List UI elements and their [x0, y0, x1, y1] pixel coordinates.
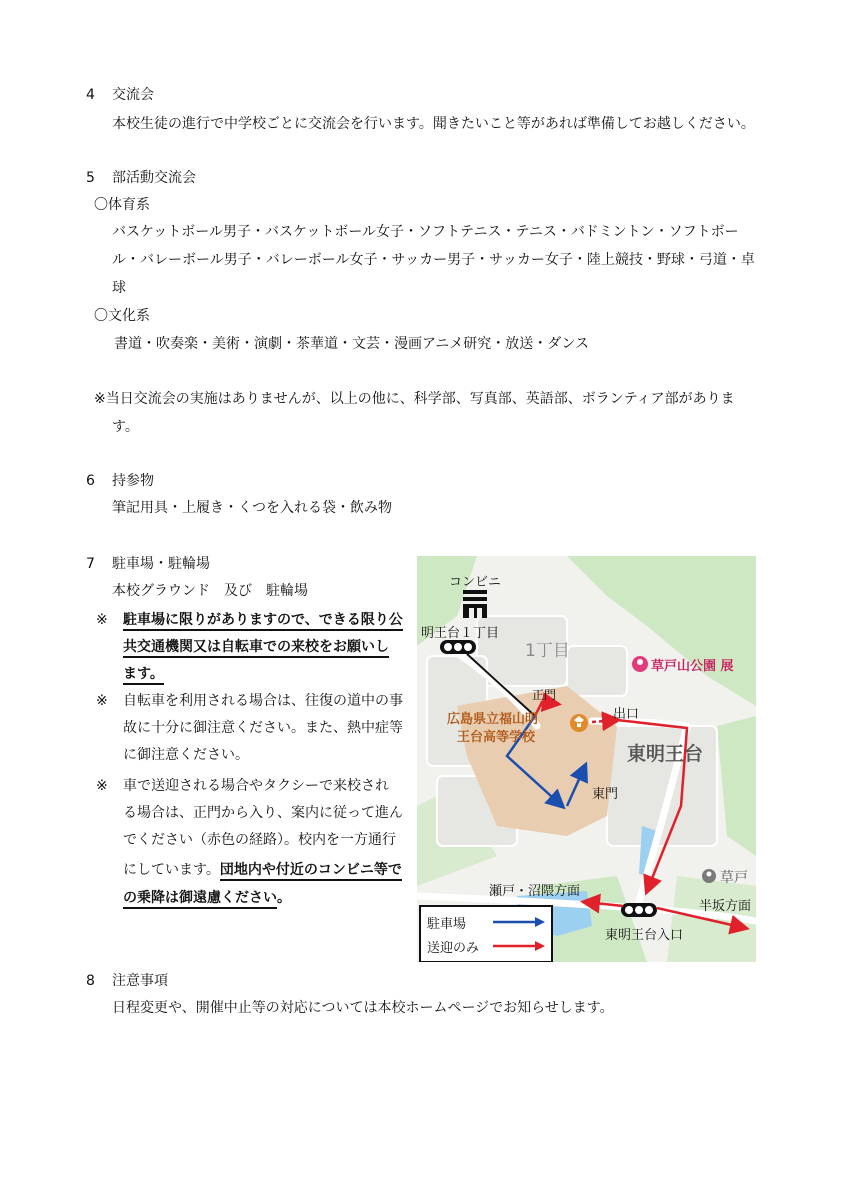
section-6-body: 筆記用具・上履き・くつを入れる袋・飲み物	[112, 500, 392, 516]
section-number: 6	[86, 473, 95, 489]
section-8-body: 日程変更や、開催中止等の対応については本校ホームページでお知らせします。	[112, 1000, 614, 1016]
clubs-note: す。	[112, 419, 139, 435]
section-title: 注意事項	[112, 973, 168, 989]
map-label-hanzaka: 半坂方面	[699, 899, 752, 914]
map-label-exit: 出口	[613, 707, 640, 722]
section-7-subtitle: 本校グラウンド 及び 駐輪場	[112, 583, 308, 599]
car-note-line	[123, 860, 402, 880]
bicycle-note-line: 自転車を利用される場合は、往復の道中の事	[123, 693, 403, 709]
section-number: 4	[86, 87, 95, 103]
sports-line: 球	[112, 280, 126, 296]
section-title: 持参物	[112, 473, 154, 489]
map-label-east-district: 東明王台	[627, 743, 704, 765]
map-label-school: 王台高等学校	[457, 730, 536, 745]
car-note-line: でください（赤色の経路）。校内を一方通行	[123, 832, 396, 848]
school-marker-icon	[570, 714, 588, 732]
section-number: 5	[86, 170, 95, 186]
section-4-heading	[86, 85, 154, 105]
traffic-signal-icon	[621, 903, 657, 917]
map-label-seto: 瀬戸・沼隈方面	[489, 884, 581, 899]
map-label-school: 広島県立福山明	[447, 712, 539, 727]
map-label-kusado: 草戸	[720, 870, 748, 886]
map-label-bus-stop: 明王台１丁目	[421, 626, 500, 641]
section-number: 8	[86, 973, 95, 989]
map-legend	[419, 905, 553, 962]
bicycle-note-line: に御注意ください。	[123, 747, 249, 763]
park-pin-icon	[632, 656, 648, 672]
parking-note-line	[123, 637, 389, 657]
bicycle-note-line: 故に十分に御注意ください。また、熱中症等	[123, 720, 403, 736]
legend-parking-label: 駐車場	[427, 917, 467, 932]
culture-header: 〇文化系	[94, 308, 150, 324]
section-title: 駐車場・駐輪場	[112, 556, 210, 572]
map-label-park: 草戸山公園 展	[651, 659, 734, 674]
parking-note-text: ます。	[123, 666, 164, 685]
parking-note-line	[123, 664, 164, 684]
parking-note-text: 共交通機関又は自転車での来校をお願いし	[123, 639, 389, 658]
section-title: 部活動交流会	[112, 170, 196, 186]
car-note-line: 車で送迎される場合やタクシーで来校され	[123, 778, 389, 794]
place-pin-icon	[702, 869, 716, 883]
car-note-end: 。	[277, 890, 291, 906]
map-label-district: 1丁目	[525, 641, 570, 661]
legend-parking-arrow-icon	[493, 917, 545, 927]
section-6-heading	[86, 471, 154, 491]
clubs-note: ※当日交流会の実施はありませんが、以上の他に、科学部、写真部、英語部、ボランティア部がありま	[94, 391, 735, 407]
note-mark: ※	[96, 612, 108, 628]
legend-pickup-label: 送迎のみ	[427, 941, 480, 956]
sports-line: バスケットボール男子・バスケットボール女子・ソフトテニス・テニス・バドミントン・ソフトボー	[112, 224, 739, 240]
parking-note-text: 駐車場に限りがありますので、できる限り公	[123, 612, 403, 631]
section-number: 7	[86, 556, 95, 572]
map-label-convenience: コンビニ	[449, 575, 502, 590]
section-7-heading	[86, 554, 210, 574]
note-mark: ※	[96, 693, 108, 709]
traffic-signal-icon	[440, 640, 476, 654]
legend-pickup-arrow-icon	[493, 941, 545, 951]
note-mark: ※	[96, 778, 108, 794]
section-5-heading	[86, 168, 196, 188]
section-title: 交流会	[112, 87, 154, 103]
culture-line: 書道・吹奏楽・美術・演劇・茶華道・文芸・漫画アニメ研究・放送・ダンス	[114, 336, 590, 352]
sports-header: 〇体育系	[94, 197, 150, 213]
section-8-heading	[86, 971, 168, 991]
sports-line: ル・バレーボール男子・バレーボール女子・サッカー男子・サッカー女子・陸上競技・野球・弓道・卓	[112, 252, 755, 268]
map-label-entrance: 東明王台入口	[605, 928, 684, 943]
car-note-text: にしています。	[123, 862, 220, 878]
car-note-bold-text: 団地内や付近のコンビニ等で	[220, 862, 402, 881]
campus-access-map	[417, 556, 756, 962]
section-4-body: 本校生徒の進行で中学校ごとに交流会を行います。聞きたいこと等があれば準備してお越しください。	[112, 116, 755, 132]
car-note-bold-text: の乗降は御遠慮ください	[123, 890, 277, 909]
map-label-main-gate: 正門	[532, 688, 557, 702]
car-note-line: る場合は、正門から入り、案内に従って進ん	[123, 805, 403, 821]
car-note-line	[123, 888, 291, 908]
parking-note-line	[123, 610, 403, 630]
map-label-east-gate: 東門	[592, 787, 619, 802]
